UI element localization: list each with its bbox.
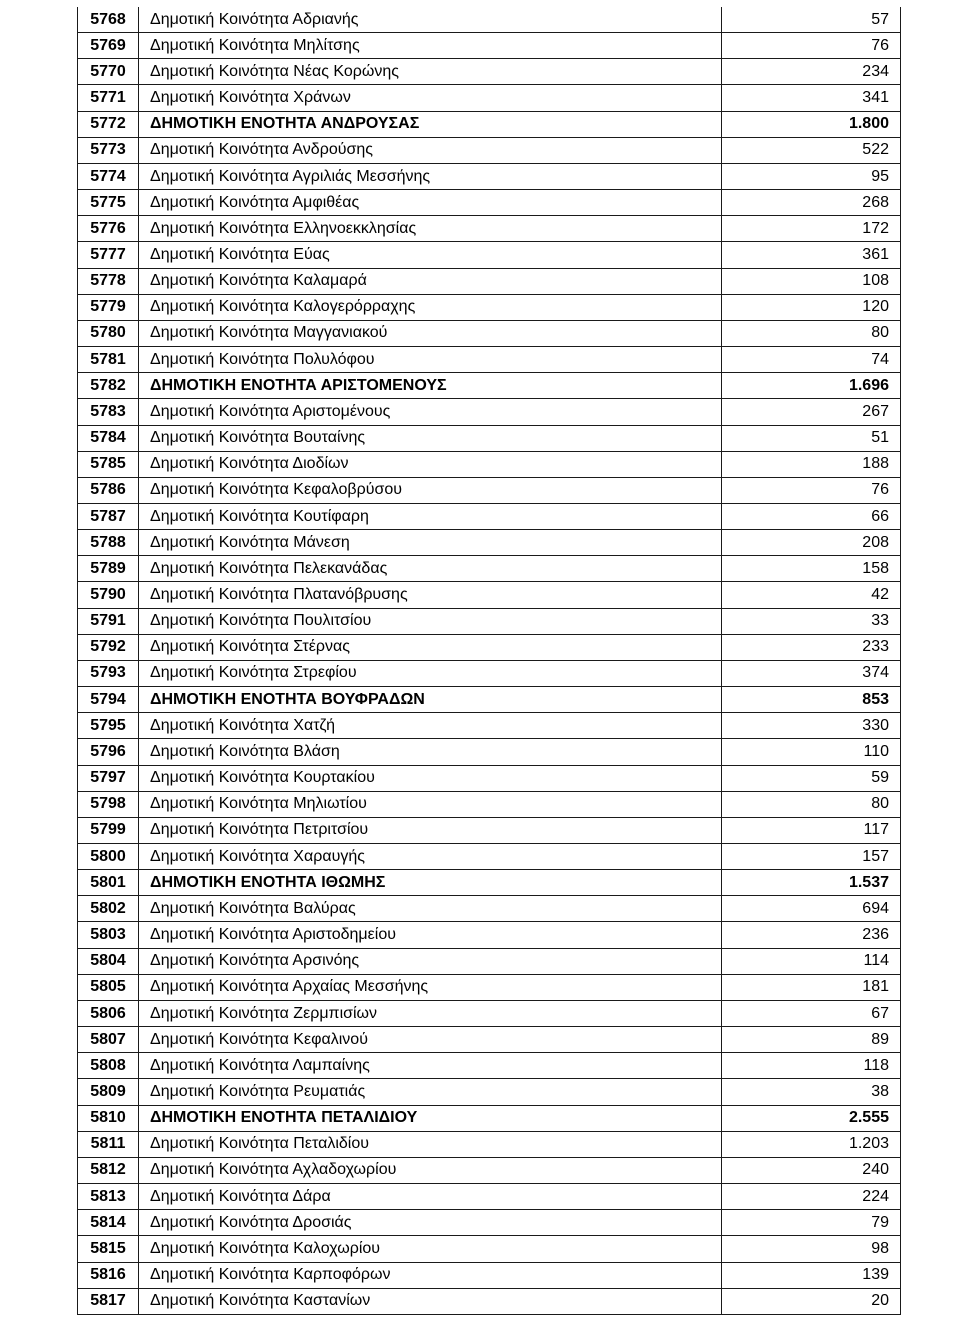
row-value: 80 (722, 792, 901, 818)
row-value: 42 (722, 582, 901, 608)
row-value: 120 (722, 295, 901, 321)
community-name: Δημοτική Κοινότητα Νέας Κορώνης (139, 59, 722, 85)
row-code: 5778 (78, 269, 139, 295)
row-value: 158 (722, 556, 901, 582)
row-value: 236 (722, 922, 901, 948)
community-name: Δημοτική Κοινότητα Ανδρούσης (139, 138, 722, 164)
row-value: 1.537 (722, 870, 901, 896)
community-name: Δημοτική Κοινότητα Κουτίφαρη (139, 504, 722, 530)
row-code: 5773 (78, 138, 139, 164)
row-value: 233 (722, 635, 901, 661)
row-value: 95 (722, 164, 901, 190)
row-value: 57 (722, 7, 901, 33)
row-code: 5815 (78, 1236, 139, 1262)
row-value: 1.696 (722, 373, 901, 399)
row-code: 5806 (78, 1001, 139, 1027)
row-code: 5772 (78, 112, 139, 138)
community-name: Δημοτική Κοινότητα Αρχαίας Μεσσήνης (139, 975, 722, 1001)
section-name: ΔΗΜΟΤΙΚΗ ΕΝΟΤΗΤΑ ΒΟΥΦΡΑΔΩΝ (139, 687, 722, 713)
row-value: 694 (722, 896, 901, 922)
row-value: 76 (722, 478, 901, 504)
row-value: 89 (722, 1027, 901, 1053)
community-name: Δημοτική Κοινότητα Μαγγανιακού (139, 321, 722, 347)
row-value: 234 (722, 59, 901, 85)
row-value: 76 (722, 33, 901, 59)
row-code: 5798 (78, 792, 139, 818)
community-name: Δημοτική Κοινότητα Καλογερόρραχης (139, 295, 722, 321)
row-code: 5808 (78, 1053, 139, 1079)
row-code: 5804 (78, 949, 139, 975)
row-value: 117 (722, 818, 901, 844)
row-code: 5792 (78, 635, 139, 661)
row-value: 66 (722, 504, 901, 530)
row-code: 5816 (78, 1263, 139, 1289)
row-code: 5795 (78, 713, 139, 739)
row-code: 5810 (78, 1106, 139, 1132)
community-name: Δημοτική Κοινότητα Χαραυγής (139, 844, 722, 870)
row-code: 5801 (78, 870, 139, 896)
row-value: 181 (722, 975, 901, 1001)
community-name: Δημοτική Κοινότητα Πλατανόβρυσης (139, 582, 722, 608)
row-code: 5813 (78, 1184, 139, 1210)
row-code: 5805 (78, 975, 139, 1001)
row-value: 38 (722, 1079, 901, 1105)
row-code: 5788 (78, 530, 139, 556)
community-name: Δημοτική Κοινότητα Καστανίων (139, 1289, 722, 1315)
row-code: 5791 (78, 609, 139, 635)
row-value: 114 (722, 949, 901, 975)
row-value: 80 (722, 321, 901, 347)
community-name: Δημοτική Κοινότητα Πολυλόφου (139, 347, 722, 373)
row-value: 98 (722, 1236, 901, 1262)
row-value: 522 (722, 138, 901, 164)
row-value: 240 (722, 1158, 901, 1184)
community-name: Δημοτική Κοινότητα Δάρα (139, 1184, 722, 1210)
section-name: ΔΗΜΟΤΙΚΗ ΕΝΟΤΗΤΑ ΑΝΔΡΟΥΣΑΣ (139, 112, 722, 138)
row-value: 74 (722, 347, 901, 373)
row-value: 118 (722, 1053, 901, 1079)
row-code: 5796 (78, 739, 139, 765)
row-value: 268 (722, 190, 901, 216)
community-name: Δημοτική Κοινότητα Χατζή (139, 713, 722, 739)
row-code: 5780 (78, 321, 139, 347)
row-code: 5789 (78, 556, 139, 582)
row-value: 374 (722, 661, 901, 687)
row-code: 5787 (78, 504, 139, 530)
row-code: 5782 (78, 373, 139, 399)
row-code: 5800 (78, 844, 139, 870)
community-name: Δημοτική Κοινότητα Κεφαλινού (139, 1027, 722, 1053)
community-name: Δημοτική Κοινότητα Χράνων (139, 85, 722, 111)
community-name: Δημοτική Κοινότητα Διοδίων (139, 452, 722, 478)
row-code: 5812 (78, 1158, 139, 1184)
community-name: Δημοτική Κοινότητα Καλοχωρίου (139, 1236, 722, 1262)
community-name: Δημοτική Κοινότητα Μηλιωτίου (139, 792, 722, 818)
row-value: 172 (722, 216, 901, 242)
row-code: 5803 (78, 922, 139, 948)
row-value: 139 (722, 1263, 901, 1289)
row-code: 5771 (78, 85, 139, 111)
row-value: 224 (722, 1184, 901, 1210)
row-code: 5793 (78, 661, 139, 687)
community-name: Δημοτική Κοινότητα Πεταλιδίου (139, 1132, 722, 1158)
row-code: 5776 (78, 216, 139, 242)
population-table (77, 7, 900, 1315)
row-value: 330 (722, 713, 901, 739)
row-value: 20 (722, 1289, 901, 1315)
row-value: 79 (722, 1210, 901, 1236)
row-value: 157 (722, 844, 901, 870)
row-code: 5769 (78, 33, 139, 59)
row-value: 267 (722, 399, 901, 425)
community-name: Δημοτική Κοινότητα Πετριτσίου (139, 818, 722, 844)
row-value: 108 (722, 269, 901, 295)
community-name: Δημοτική Κοινότητα Αδριανής (139, 7, 722, 33)
community-name: Δημοτική Κοινότητα Αριστομένους (139, 399, 722, 425)
row-code: 5781 (78, 347, 139, 373)
community-name: Δημοτική Κοινότητα Βαλύρας (139, 896, 722, 922)
row-code: 5779 (78, 295, 139, 321)
community-name: Δημοτική Κοινότητα Λαμπαίνης (139, 1053, 722, 1079)
row-code: 5809 (78, 1079, 139, 1105)
community-name: Δημοτική Κοινότητα Κεφαλοβρύσου (139, 478, 722, 504)
community-name: Δημοτική Κοινότητα Δροσιάς (139, 1210, 722, 1236)
community-name: Δημοτική Κοινότητα Αριστοδημείου (139, 922, 722, 948)
row-code: 5777 (78, 242, 139, 268)
row-code: 5775 (78, 190, 139, 216)
community-name: Δημοτική Κοινότητα Βουταίνης (139, 426, 722, 452)
community-name: Δημοτική Κοινότητα Αχλαδοχωρίου (139, 1158, 722, 1184)
community-name: Δημοτική Κοινότητα Αμφιθέας (139, 190, 722, 216)
row-code: 5784 (78, 426, 139, 452)
row-value: 51 (722, 426, 901, 452)
row-code: 5785 (78, 452, 139, 478)
community-name: Δημοτική Κοινότητα Εύας (139, 242, 722, 268)
row-value: 33 (722, 609, 901, 635)
community-name: Δημοτική Κοινότητα Βλάση (139, 739, 722, 765)
row-code: 5770 (78, 59, 139, 85)
community-name: Δημοτική Κοινότητα Μηλίτσης (139, 33, 722, 59)
section-name: ΔΗΜΟΤΙΚΗ ΕΝΟΤΗΤΑ ΙΘΩΜΗΣ (139, 870, 722, 896)
row-value: 1.203 (722, 1132, 901, 1158)
row-value: 853 (722, 687, 901, 713)
row-code: 5814 (78, 1210, 139, 1236)
community-name: Δημοτική Κοινότητα Αγριλιάς Μεσσήνης (139, 164, 722, 190)
row-value: 110 (722, 739, 901, 765)
row-value: 67 (722, 1001, 901, 1027)
row-value: 2.555 (722, 1106, 901, 1132)
row-code: 5797 (78, 766, 139, 792)
community-name: Δημοτική Κοινότητα Στρεφίου (139, 661, 722, 687)
row-value: 188 (722, 452, 901, 478)
community-name: Δημοτική Κοινότητα Αρσινόης (139, 949, 722, 975)
row-code: 5768 (78, 7, 139, 33)
community-name: Δημοτική Κοινότητα Πουλιτσίου (139, 609, 722, 635)
community-name: Δημοτική Κοινότητα Ρευματιάς (139, 1079, 722, 1105)
community-name: Δημοτική Κοινότητα Καλαμαρά (139, 269, 722, 295)
row-value: 208 (722, 530, 901, 556)
row-value: 341 (722, 85, 901, 111)
section-name: ΔΗΜΟΤΙΚΗ ΕΝΟΤΗΤΑ ΠΕΤΑΛΙΔΙΟΥ (139, 1106, 722, 1132)
community-name: Δημοτική Κοινότητα Πελεκανάδας (139, 556, 722, 582)
community-name: Δημοτική Κοινότητα Ελληνοεκκλησίας (139, 216, 722, 242)
community-name: Δημοτική Κοινότητα Καρποφόρων (139, 1263, 722, 1289)
community-name: Δημοτική Κοινότητα Μάνεση (139, 530, 722, 556)
row-code: 5794 (78, 687, 139, 713)
row-code: 5807 (78, 1027, 139, 1053)
community-name: Δημοτική Κοινότητα Ζερμπισίων (139, 1001, 722, 1027)
row-code: 5783 (78, 399, 139, 425)
row-code: 5799 (78, 818, 139, 844)
community-name: Δημοτική Κοινότητα Στέρνας (139, 635, 722, 661)
row-value: 1.800 (722, 112, 901, 138)
row-code: 5786 (78, 478, 139, 504)
row-value: 361 (722, 242, 901, 268)
row-value: 59 (722, 766, 901, 792)
section-name: ΔΗΜΟΤΙΚΗ ΕΝΟΤΗΤΑ ΑΡΙΣΤΟΜΕΝΟΥΣ (139, 373, 722, 399)
row-code: 5802 (78, 896, 139, 922)
row-code: 5811 (78, 1132, 139, 1158)
row-code: 5790 (78, 582, 139, 608)
row-code: 5817 (78, 1289, 139, 1315)
row-code: 5774 (78, 164, 139, 190)
community-name: Δημοτική Κοινότητα Κουρτακίου (139, 766, 722, 792)
